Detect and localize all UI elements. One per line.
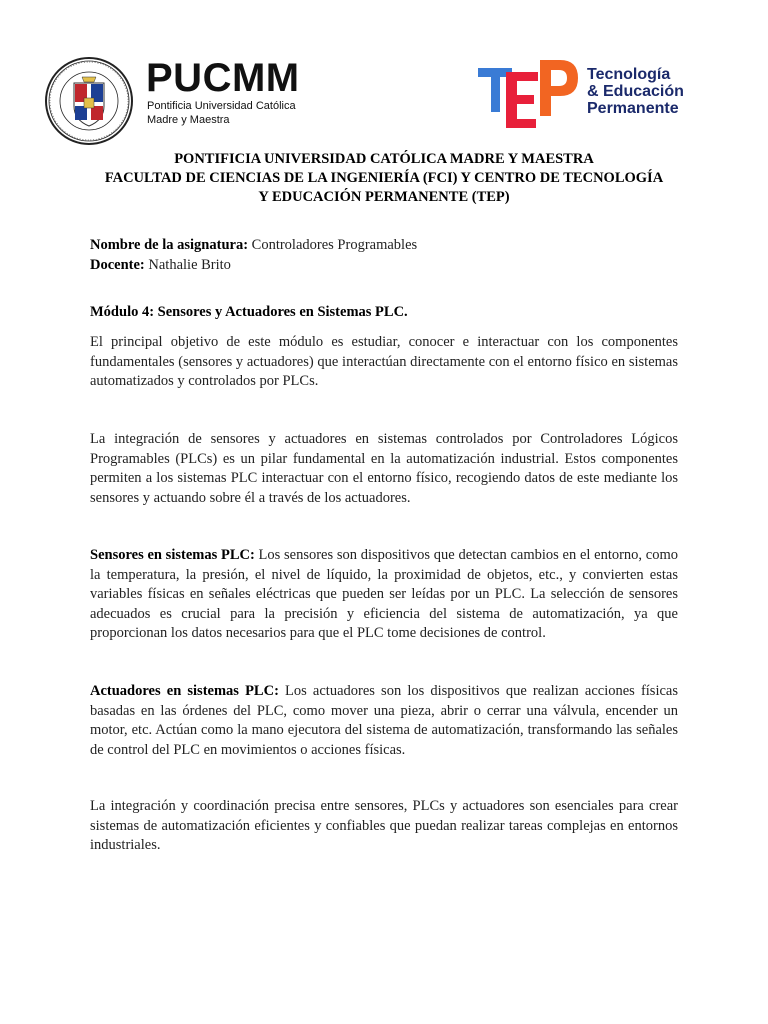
subject-line [90, 236, 678, 256]
pucmm-logo [44, 56, 304, 136]
course-info [90, 236, 678, 275]
subject-value: Controladores Programables [248, 237, 418, 253]
sensors-label: Sensores en sistemas PLC: [90, 547, 255, 563]
tep-logo [478, 58, 708, 130]
conclusion-section [90, 797, 678, 856]
actuators-text: Los actuadores son los dispositivos que realizan acciones físicas basadas en las órdenes del PLC, como mover una pieza, abrir o cerrar una válvula, encender un motor, etc. Actúan como la mano ejecutora del sistema de automatización, transformando las señales de control del PLC en movimientos o acciones físicas. [90, 683, 678, 758]
module-section [90, 303, 678, 323]
pucmm-wordmark: PUCMM [146, 56, 300, 100]
actuators-label: Actuadores en sistemas PLC: [90, 683, 279, 699]
sensors-section [90, 546, 678, 644]
pucmm-subtitle-line-1: Pontificia Universidad Católica [147, 100, 296, 112]
heading-line-2: FACULTAD DE CIENCIAS DE LA INGENIERÍA (FCI) Y CENTRO DE TECNOLOGÍA [104, 170, 664, 186]
sensors-paragraph [90, 546, 678, 644]
intro-section [90, 333, 678, 392]
integration-section [90, 430, 678, 508]
teacher-value: Nathalie Brito [144, 256, 231, 273]
tep-line-1: Tecnología [587, 66, 671, 83]
pucmm-subtitle-line-2: Madre y Maestra [147, 113, 230, 126]
pucmm-subtitle [147, 100, 296, 128]
tep-wordmark [587, 67, 684, 117]
actuators-paragraph [90, 682, 678, 760]
tep-line-2: & Educación [587, 82, 684, 100]
university-seal-icon [44, 56, 134, 146]
heading-line-3: Y EDUCACIÓN PERMANENTE (TEP) [258, 189, 510, 205]
tep-monogram-icon [478, 58, 582, 130]
module-title: Módulo 4: Sensores y Actuadores en Sistemas PLC. [90, 304, 408, 320]
teacher-label: Docente: [90, 256, 145, 273]
intro-paragraph: El principal objetivo de este módulo es estudiar, conocer e interactuar con los componentes fundamentales (sensores y actuadores) que interactúan directamente con el entorno físico en sistemas automatizados y controlados por PLCs. [90, 334, 678, 389]
actuators-section [90, 682, 678, 760]
tep-line-3: Permanente [587, 99, 679, 117]
heading-line-1: PONTIFICIA UNIVERSIDAD CATÓLICA MADRE Y MAESTRA [174, 151, 594, 167]
subject-label: Nombre de la asignatura: [90, 237, 249, 253]
sensors-text: Los sensores son dispositivos que detectan cambios en el entorno, como la temperatura, la presión, el nivel de líquido, la proximidad de objetos, etc., y convierten estas variables físicas en señales eléctricas que pueden ser leídas por un PLC. La selección de sensores adecuados es crucial para la precisión y eficiencia del sistema de automatización, ya que proporcionan los datos necesarios para que el PLC tome decisiones de control. [90, 547, 679, 641]
integration-paragraph: La integración de sensores y actuadores en sistemas controlados por Controladores Lógicos Programables (PLCs) es un pilar fundamental en la automatización industrial. Estos componentes permiten a los sistemas PLC interactuar con el entorno físico, recogiendo datos de este mediante los sensores y actuando sobre él a través de los actuadores. [90, 431, 678, 506]
conclusion-paragraph: La integración y coordinación precisa entre sensores, PLCs y actuadores son esenciales para crear sistemas de automatización eficientes y confiables que puedan realizar tareas complejas en entornos industriales. [90, 798, 678, 853]
institution-heading [60, 150, 708, 207]
teacher-line [90, 256, 678, 276]
